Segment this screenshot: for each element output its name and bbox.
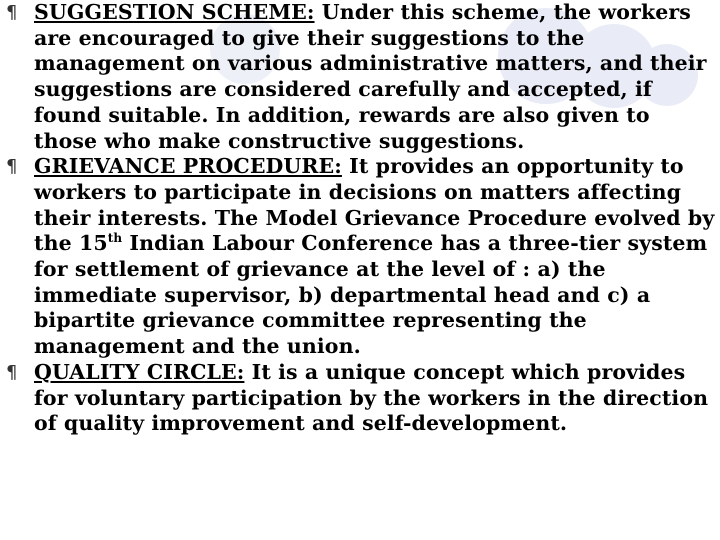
pilcrow-bullet-icon: ¶	[6, 156, 18, 178]
item-text: It is a unique concept which provides for voluntary participation by the workers in the direction of quality improvement and self-development.	[34, 359, 709, 436]
item-term: GRIEVANCE PROCEDURE:	[34, 154, 342, 179]
list-item-grievance-procedure	[6, 154, 716, 360]
item-term: QUALITY CIRCLE:	[34, 359, 245, 384]
item-term: SUGGESTION SCHEME:	[34, 0, 315, 24]
item-text: Under this scheme, the workers are encouraged to give their suggestions to the management on various administrative matters, and their suggestions are considered carefully and accepted, if found suitable. In addition, rewards are also given to those who make constructive suggestions.	[34, 0, 707, 153]
superscript-ordinal: th	[107, 231, 123, 246]
pilcrow-bullet-icon: ¶	[6, 2, 18, 23]
list-item-quality-circle	[6, 360, 716, 437]
pilcrow-bullet-icon: ¶	[6, 361, 18, 383]
list-item-suggestion-scheme	[6, 0, 716, 154]
bullet-list	[6, 0, 716, 437]
item-text-continued: Indian Labour Conference has a three-tier system for settlement of grievance at the level of : a) the immediate supervisor, b) departmental head and c) a bipartite grievance committee representing the management and the union.	[34, 231, 708, 359]
item-text: It provides an opportunity to workers to participate in decisions on matters affecting their interests. The Model Grievance Procedure evolved by the 15	[34, 154, 715, 256]
